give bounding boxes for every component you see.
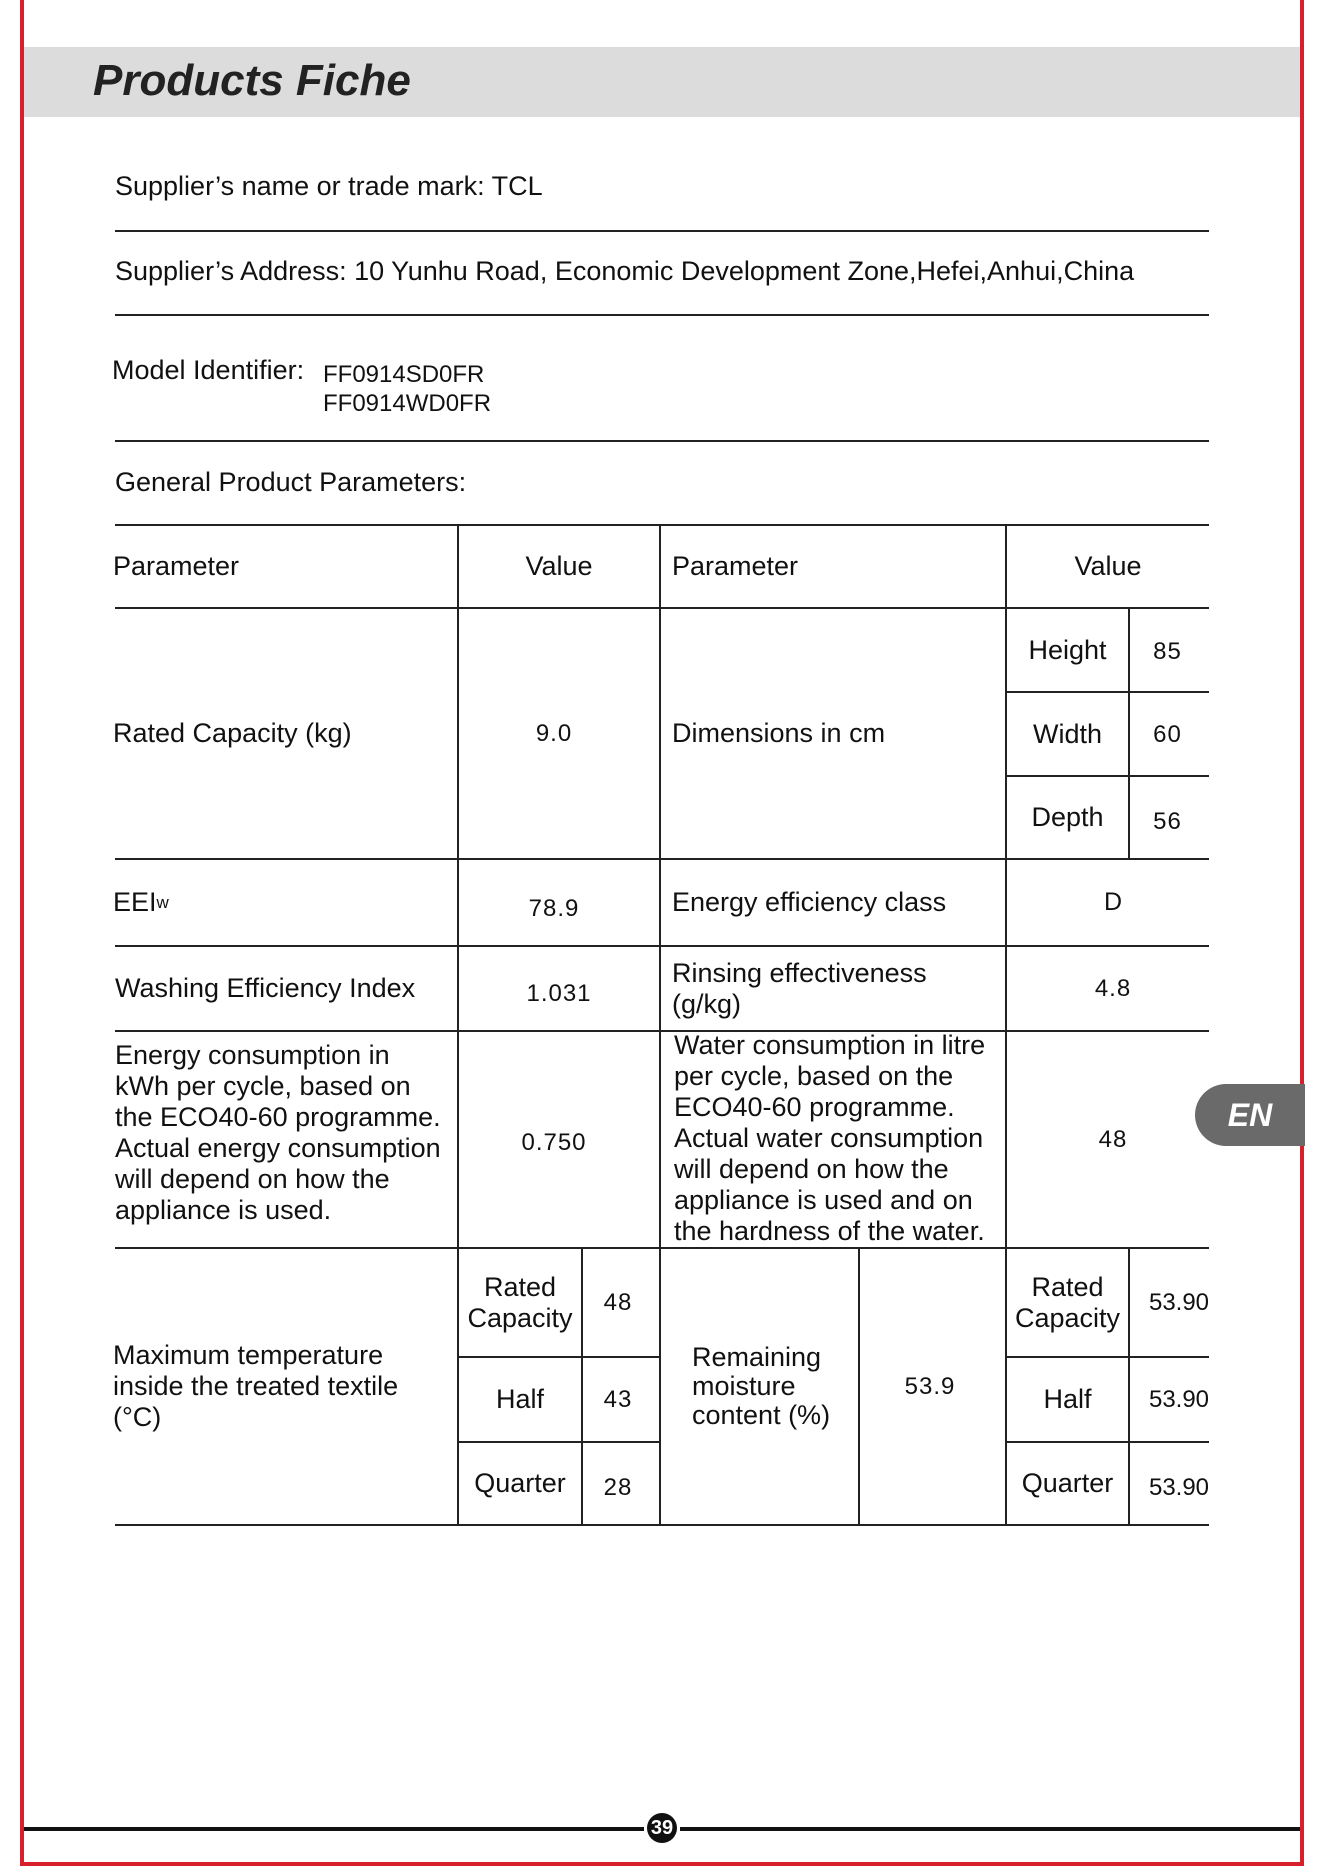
depth-label: Depth (1031, 802, 1104, 832)
eei-label (113, 860, 453, 944)
eei-value: 78.9 (528, 894, 580, 922)
remaining-moisture-line: moisture (692, 1371, 796, 1401)
general-parameters-heading: General Product Parameters: (115, 467, 467, 497)
energy-class-label: Energy efficiency class (672, 886, 947, 917)
energy-consumption-line: will depend on how the (115, 1164, 390, 1194)
page-number: 39 (647, 1813, 677, 1843)
moisture-quarter-label: Quarter (1021, 1468, 1114, 1498)
moisture-rated-label-line: Capacity (1014, 1302, 1121, 1333)
water-consumption-line: will depend on how the (674, 1154, 949, 1184)
remaining-moisture-value: 53.9 (904, 1373, 956, 1400)
moisture-rated-label-line: Rated (1031, 1271, 1104, 1302)
energy-consumption-value: 0.750 (521, 1128, 587, 1156)
language-tab: EN (1195, 1084, 1305, 1146)
water-consumption-line: per cycle, based on the (674, 1061, 954, 1091)
header-value-2: Value (1074, 550, 1142, 581)
energy-class-value: D (1103, 887, 1123, 916)
energy-consumption-line: Energy consumption in (115, 1040, 390, 1070)
width-label: Width (1032, 718, 1103, 749)
depth-value: 56 (1153, 808, 1182, 835)
dimensions-label: Dimensions in cm (672, 718, 886, 748)
width-value: 60 (1153, 720, 1182, 748)
energy-consumption-line: kWh per cycle, based on (115, 1071, 411, 1101)
temp-quarter-label: Quarter (474, 1468, 566, 1498)
model-identifier-label: Model Identifier: (112, 355, 305, 385)
supplier-name: Supplier’s name or trade mark: TCL (115, 171, 543, 201)
header-value-1: Value (525, 550, 593, 581)
moisture-rated-value: 53.90 (1148, 1289, 1210, 1316)
eei-label-text: EEI (113, 886, 157, 917)
energy-consumption-label (115, 1040, 460, 1240)
supplier-address: Supplier’s Address: 10 Yunhu Road, Economic Development Zone,Hefei,Anhui,China (115, 256, 1135, 286)
model-identifier-1: FF0914SD0FR (323, 361, 485, 388)
energy-consumption-line: the ECO40-60 programme. (115, 1102, 441, 1132)
temp-rated-label (459, 1249, 581, 1356)
header-parameter-2: Parameter (672, 550, 799, 581)
energy-consumption-line: appliance is used. (115, 1195, 332, 1225)
temp-quarter-value: 28 (603, 1474, 633, 1501)
footer-rule-right (680, 1827, 1300, 1831)
model-identifier-2: FF0914WD0FR (323, 390, 492, 417)
remaining-moisture-label (692, 1249, 857, 1524)
washing-index-label: Washing Efficiency Index (115, 973, 416, 1003)
washing-index-value: 1.031 (526, 980, 592, 1007)
remaining-moisture-line: content (%) (692, 1400, 831, 1430)
max-temperature-line: (°C) (113, 1402, 162, 1432)
footer-rule-left (24, 1827, 644, 1831)
temp-rated-label-line: Capacity (467, 1302, 573, 1333)
temp-half-label: Half (495, 1384, 544, 1414)
temp-rated-value: 48 (603, 1289, 633, 1316)
rinsing-label (672, 947, 1002, 1030)
moisture-half-label: Half (1043, 1384, 1092, 1414)
water-consumption-line: the hardness of the water. (674, 1216, 985, 1246)
max-temperature-line: inside the treated textile (113, 1371, 399, 1401)
remaining-moisture-line: Remaining (692, 1342, 822, 1372)
water-consumption-label (674, 1030, 1009, 1250)
water-consumption-line: appliance is used and on (674, 1185, 973, 1215)
height-value: 85 (1153, 637, 1182, 665)
max-temperature-label (113, 1249, 453, 1524)
water-consumption-line: Actual water consumption (674, 1123, 984, 1153)
water-consumption-value: 48 (1098, 1126, 1128, 1153)
rinsing-label-line: (g/kg) (672, 988, 742, 1019)
rated-capacity-label: Rated Capacity (kg) (113, 718, 352, 748)
table-rule (115, 1524, 1209, 1526)
max-temperature-line: Maximum temperature (113, 1340, 384, 1370)
height-label: Height (1028, 634, 1107, 665)
rated-capacity-value: 9.0 (535, 720, 573, 747)
table-column-rule (659, 524, 661, 1526)
rinsing-label-line: Rinsing effectiveness (672, 957, 927, 988)
water-consumption-line: Water consumption in litre (674, 1030, 986, 1060)
moisture-rated-label (1007, 1249, 1128, 1356)
page-title: Products Fiche (93, 56, 411, 105)
water-consumption-line: ECO40-60 programme. (674, 1092, 955, 1122)
rinsing-value: 4.8 (1094, 975, 1132, 1002)
temp-half-value: 43 (603, 1386, 633, 1413)
energy-consumption-line: Actual energy consumption (115, 1133, 441, 1163)
header-parameter-1: Parameter (113, 550, 240, 581)
temp-rated-label-line: Rated (483, 1271, 557, 1302)
moisture-half-value: 53.90 (1148, 1386, 1210, 1413)
eei-subscript: w (156, 892, 169, 912)
moisture-quarter-value: 53.90 (1148, 1474, 1210, 1501)
